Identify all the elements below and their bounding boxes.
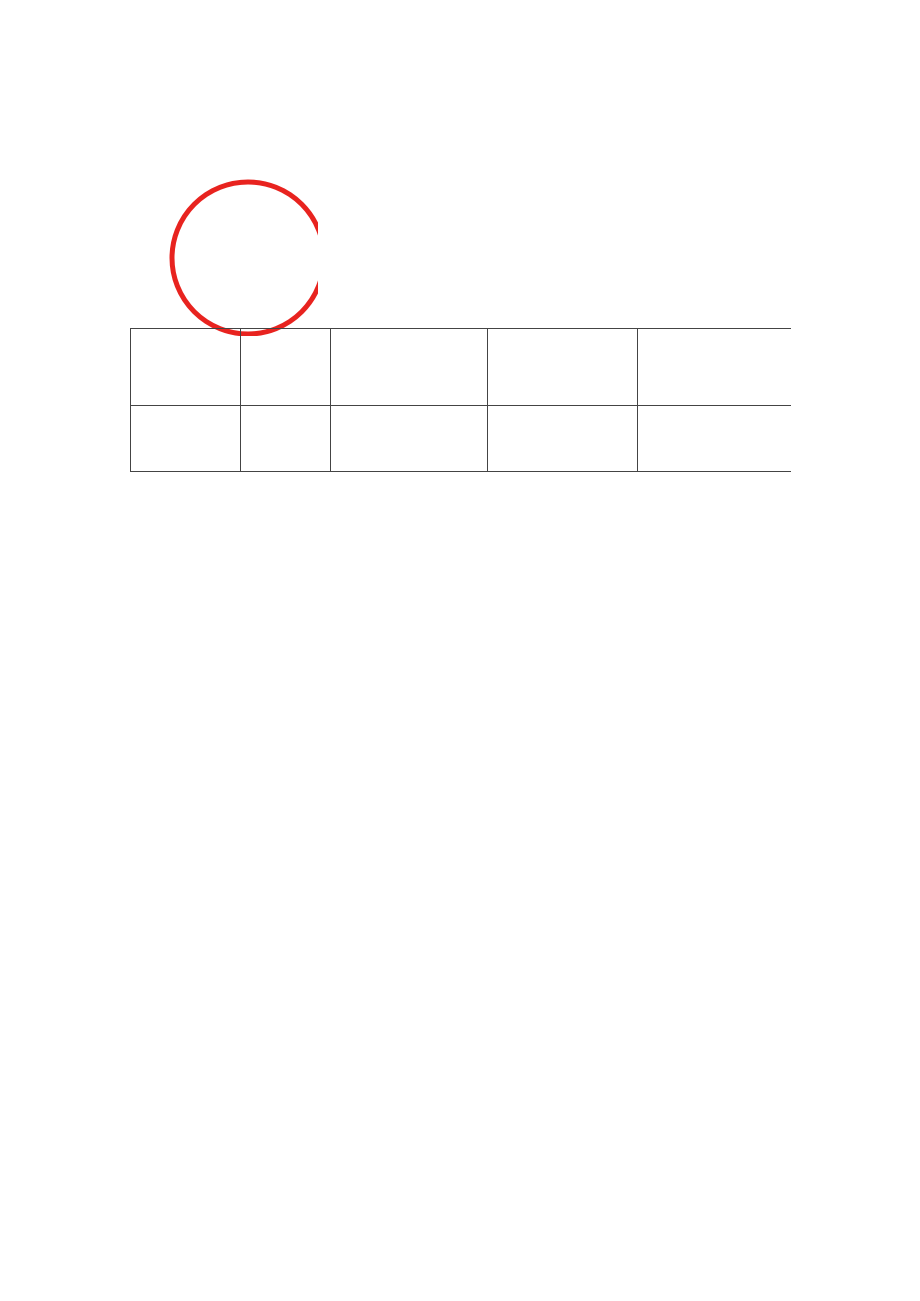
header-item	[131, 329, 241, 406]
header-sales	[488, 329, 638, 406]
cell-rate	[241, 406, 331, 472]
table-header-row	[131, 329, 791, 406]
seal-ring	[172, 182, 318, 334]
fill-date	[138, 285, 160, 301]
table-row	[131, 406, 791, 472]
header-tax	[638, 329, 791, 406]
cell-tax[interactable]	[638, 406, 791, 472]
header-quantity	[331, 329, 488, 406]
cell-quantity[interactable]	[331, 406, 488, 472]
reduction-table	[130, 328, 791, 472]
official-seal	[158, 168, 318, 336]
header-rate	[241, 329, 331, 406]
cell-item	[131, 406, 241, 472]
cell-sales[interactable]	[488, 406, 638, 472]
